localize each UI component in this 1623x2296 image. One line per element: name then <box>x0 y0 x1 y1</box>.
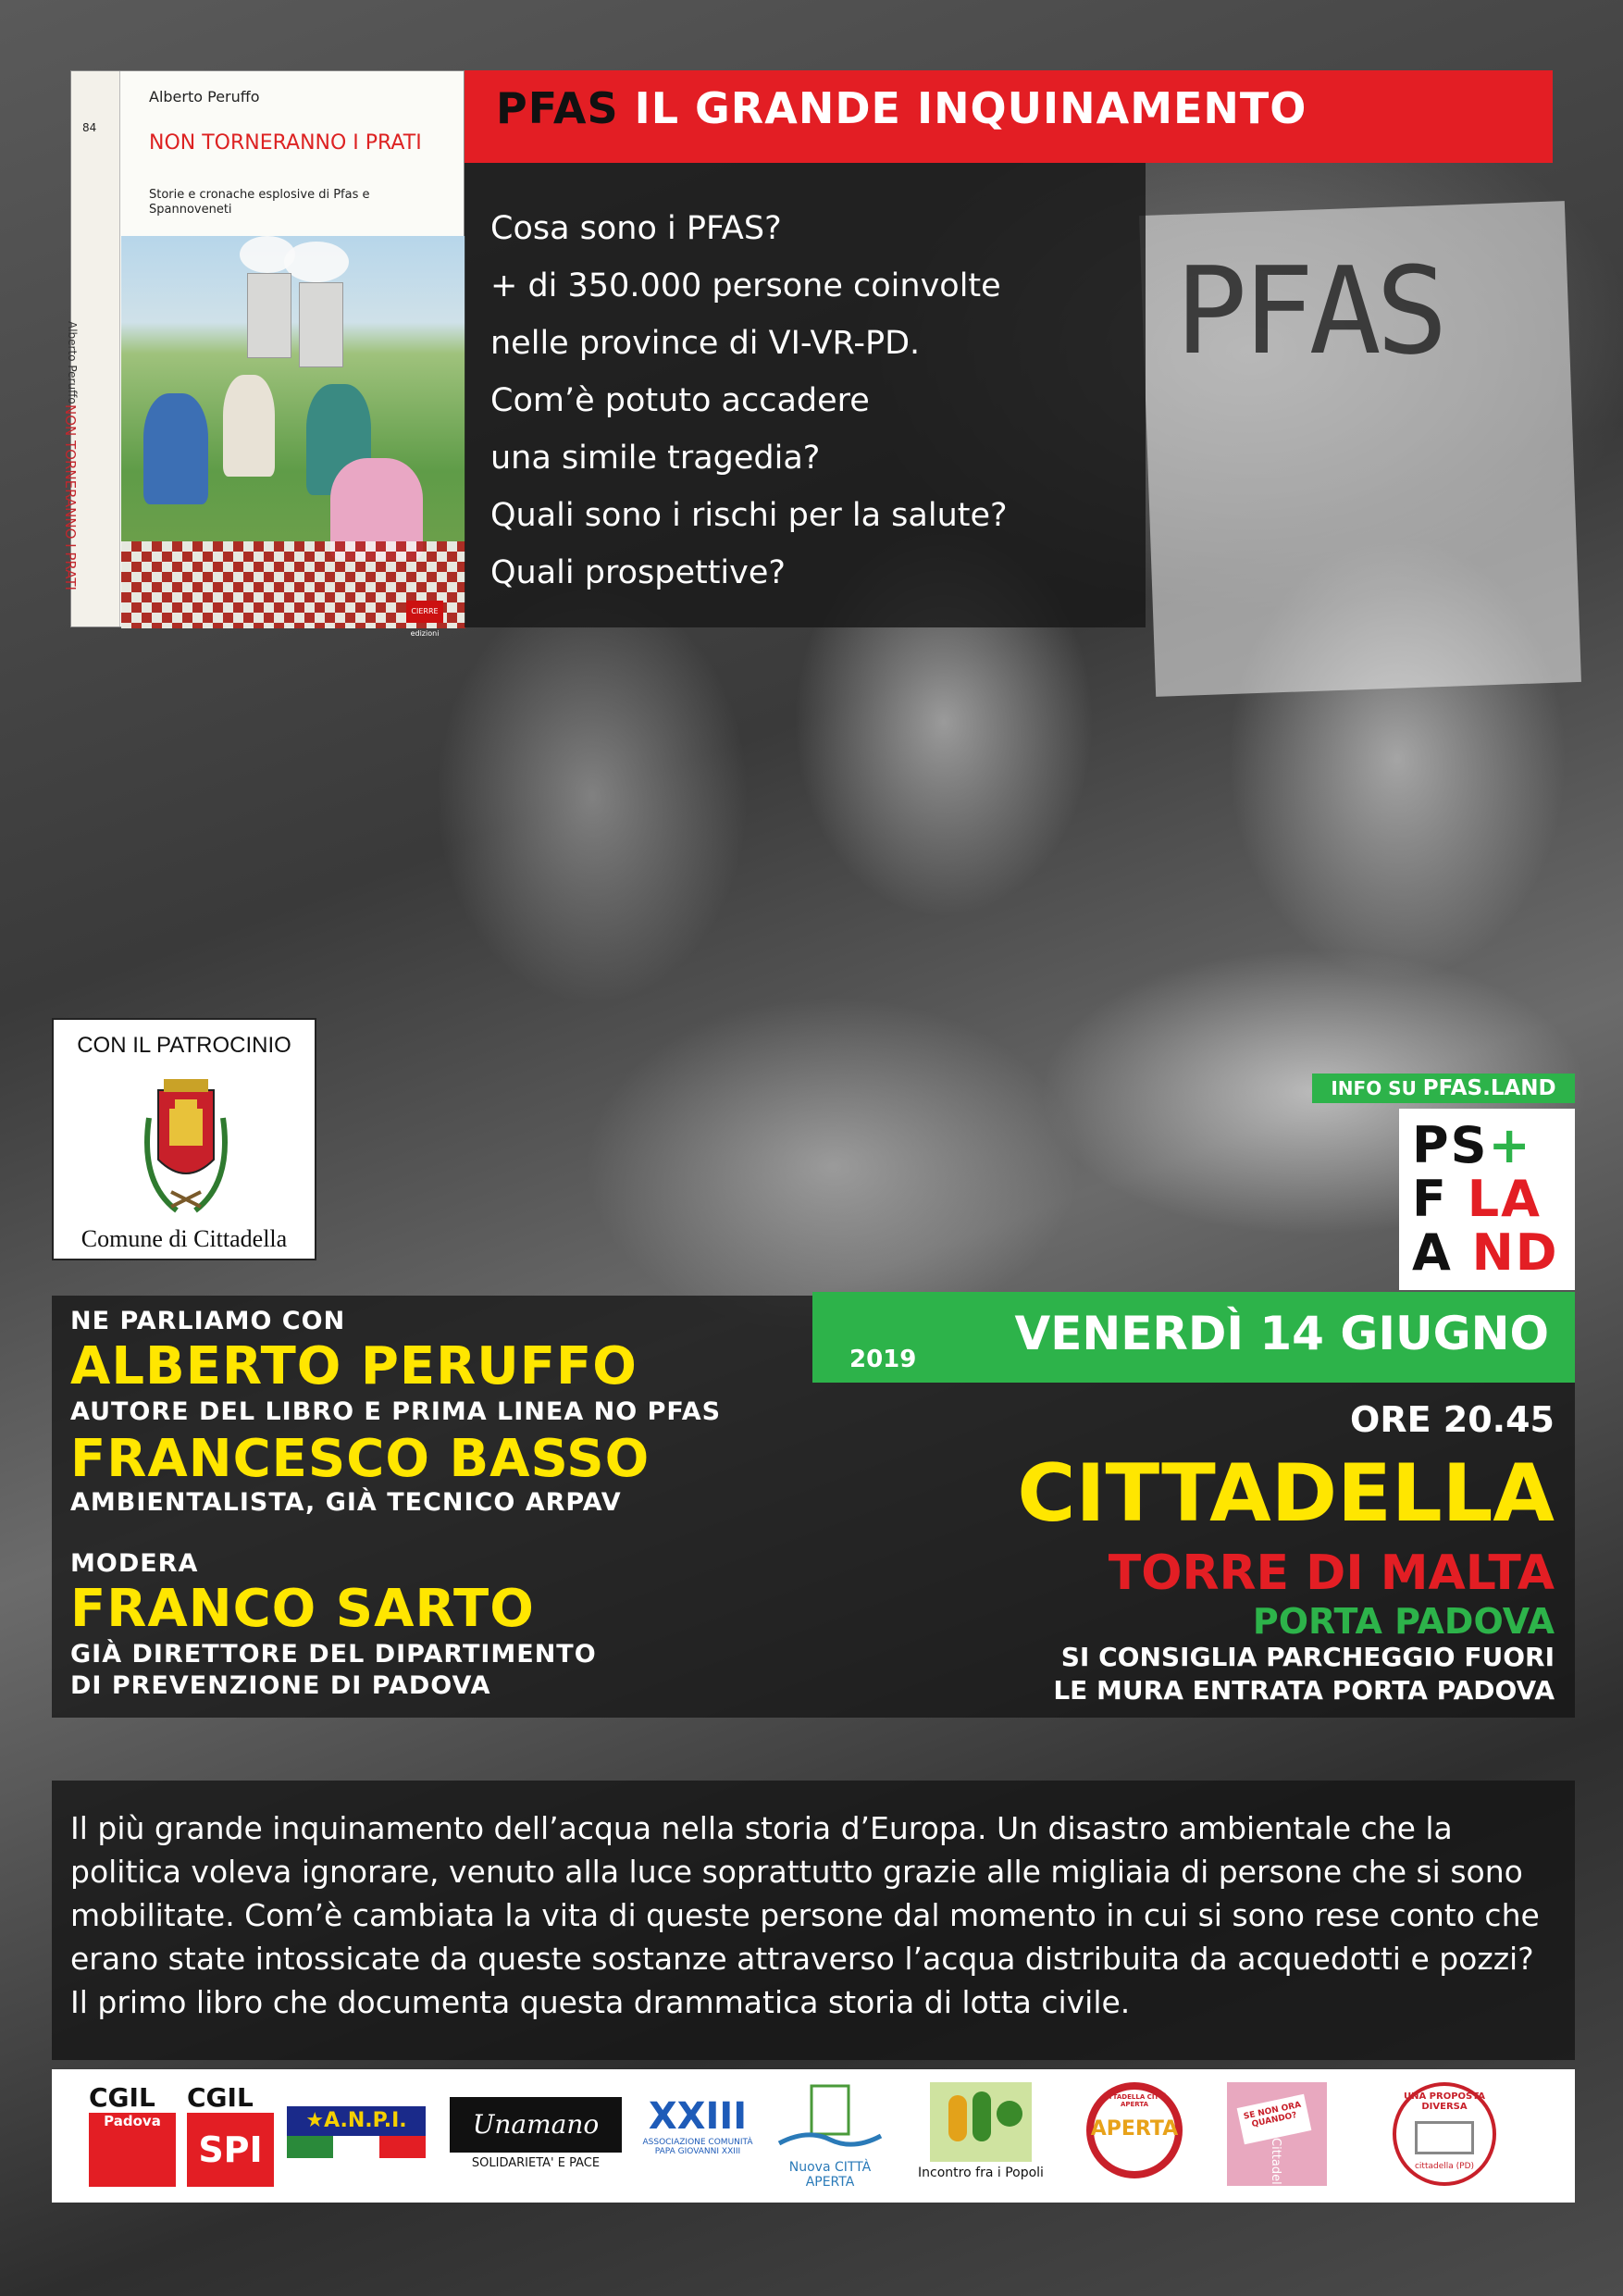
event-venue: TORRE DI MALTA <box>1108 1545 1555 1601</box>
unamano-sub: SOLIDARIETA' E PACE <box>471 2156 601 2170</box>
moderator-name: FRANCO SARTO <box>70 1579 535 1639</box>
anpi-logo <box>287 2106 426 2171</box>
coat-of-arms-icon <box>130 1072 242 1216</box>
cgil-spi-wordmark: CGIL <box>187 2082 254 2113</box>
picnic-figure <box>223 375 275 477</box>
pfasland-logo-row <box>1412 1116 1532 1174</box>
header-title-rest: IL GRANDE INQUINAMENTO <box>618 83 1307 133</box>
book-cover-illustration <box>121 236 465 628</box>
cittadella-citta-aperta-logo <box>1079 2082 1190 2190</box>
cgil-padova-logo <box>89 2082 176 2190</box>
questions-text <box>490 200 1138 602</box>
proposta-city: cittadella (PD) <box>1414 2162 1475 2171</box>
quando-card <box>1227 2082 1327 2196</box>
question-line: + di 350.000 persone coinvolte <box>490 267 1001 304</box>
event-city: CITTADELLA <box>1017 1447 1555 1540</box>
pfasland-logo-letters: F <box>1412 1170 1448 1228</box>
speaker2-role: AMBIENTALISTA, GIÀ TECNICO ARPAV <box>70 1488 622 1517</box>
pfasland-site: PFAS.LAND <box>1422 1076 1556 1100</box>
incontro-figures-icon <box>930 2082 1032 2162</box>
speakers-intro: NE PARLIAMO CON <box>70 1307 346 1335</box>
description-text: Il più grande inquinamento dell’acqua nella storia d’Europa. Un disastro ambientale che la politica voleva ignorare, venuto alla luce soprattutto grazie alle migliaia di persone che si sono mobilitate. Com’è cambiata la vita di queste persone dal momento in cui si sono rese conto che erano state intossicate da queste sostanze attraverso l’acqua distribuita da acquedotti e pozzi? Il primo libro che documenta questa drammatica storia di lotta civile. <box>70 1810 1540 2020</box>
event-time: ORE 20.45 <box>1350 1399 1555 1440</box>
moderator-label: MODERA <box>70 1549 199 1578</box>
moderator-role: GIÀ DIRETTORE DEL DIPARTIMENTO <box>70 1640 597 1669</box>
header-banner <box>465 70 1553 163</box>
unamano-logo <box>450 2097 622 2180</box>
speaker2-name: FRANCESCO BASSO <box>70 1429 650 1489</box>
speaker1-name: ALBERTO PERUFFO <box>70 1336 638 1396</box>
speakers-box <box>52 1296 882 1718</box>
pfasland-logo-row <box>1412 1223 1559 1282</box>
question-line: una simile tragedia? <box>490 440 821 477</box>
nuova-citta-aperta-logo <box>770 2082 890 2190</box>
pfasland-logo-row <box>1412 1170 1542 1228</box>
patronage-box <box>52 1018 316 1260</box>
nuova-citta-aperta-text: Nuova CITTÀ APERTA <box>788 2160 872 2190</box>
questions-box <box>465 163 1146 627</box>
book-author: Alberto Peruffo <box>149 88 260 105</box>
question-line: Cosa sono i PFAS? <box>490 210 782 247</box>
question-line: nelle province di VI-VR-PD. <box>490 325 921 362</box>
cgil-padova-wordmark: CGIL <box>89 2082 155 2113</box>
castle-wave-icon <box>770 2082 890 2156</box>
gear-ring-icon <box>1086 2082 1183 2178</box>
patronage-name: Comune di Cittadella <box>81 1225 288 1252</box>
sponsors-strip <box>52 2069 1575 2203</box>
event-date: VENERDÌ 14 GIUGNO <box>1014 1307 1549 1360</box>
speaker1-role: AUTORE DEL LIBRO E PRIMA LINEA NO PFAS <box>70 1397 722 1426</box>
question-line: Quali sono i rischi per la salute? <box>490 497 1008 534</box>
book-series-number: 84 <box>82 121 97 134</box>
anpi-wordmark: ★A.N.P.I. <box>287 2106 426 2136</box>
book-subtitle: Storie e cronache esplosive di Pfas e Spannoveneti <box>149 188 370 217</box>
proposta-circle <box>1393 2082 1496 2186</box>
aperta-ring-text: CITTADELLA CITTÀ APERTA <box>1100 2093 1169 2108</box>
incontro-text: Incontro fra i Popoli <box>918 2166 1044 2180</box>
book-cover <box>62 70 465 638</box>
cgil-spi-logo <box>187 2082 274 2190</box>
aperta-wordmark: APERTA <box>1090 2117 1179 2141</box>
anpi-flag <box>287 2136 426 2158</box>
apg23-wordmark: XXIII <box>648 2095 748 2138</box>
background-sign-text: PFAS <box>1175 241 1443 381</box>
pfasland-logo-letters: + <box>1488 1116 1532 1174</box>
book-spine <box>62 71 120 627</box>
event-year: 2019 <box>849 1346 917 1373</box>
cgil-padova-sub: Padova <box>89 2113 176 2187</box>
apg23-logo <box>640 2082 755 2190</box>
cooling-tower <box>247 273 291 358</box>
proposta-text: UNA PROPOSTA DIVERSA <box>1403 2091 1486 2112</box>
picnic-figure <box>143 393 208 504</box>
question-line: Com’è potuto accadere <box>490 382 870 419</box>
pfasland-info-tag <box>1312 1074 1575 1103</box>
header-title-pfas: PFAS <box>496 83 619 133</box>
moderator-role: DI PREVENZIONE DI PADOVA <box>70 1671 491 1700</box>
apg23-sub: ASSOCIAZIONE COMUNITÀ PAPA GIOVANNI XXIII <box>642 2138 753 2156</box>
book-spine-author: Alberto Peruffo <box>66 321 79 404</box>
event-date-bar <box>812 1292 1575 1383</box>
parking-note: SI CONSIGLIA PARCHEGGIO FUORI <box>1060 1642 1555 1672</box>
incontro-fra-i-popoli-logo <box>909 2082 1053 2190</box>
header-title <box>496 83 1307 133</box>
pfasland-logo-letters: PS <box>1412 1116 1489 1174</box>
cooling-tower <box>299 282 343 367</box>
book-spine-title: NON TORNERANNO I PRATI <box>62 404 79 590</box>
patronage-label: CON IL PATROCINIO <box>77 1033 291 1058</box>
quando-text: SE NON ORA QUANDO? <box>1237 2094 1312 2145</box>
una-proposta-diversa-logo <box>1384 2082 1505 2190</box>
people-icon <box>1415 2121 1474 2154</box>
pfasland-logo <box>1399 1109 1575 1290</box>
unamano-wordmark: Unamano <box>450 2097 622 2153</box>
cgil-spi-sub: SPI <box>187 2113 274 2187</box>
quando-city: Cittadella <box>1269 2138 1282 2196</box>
se-non-ora-quando-logo <box>1227 2082 1329 2196</box>
publisher-logo: CIERRE edizioni <box>406 601 443 623</box>
question-line: Quali prospettive? <box>490 554 786 591</box>
event-gate: PORTA PADOVA <box>1252 1601 1555 1642</box>
parking-note: LE MURA ENTRATA PORTA PADOVA <box>1053 1675 1555 1706</box>
pfasland-logo-letters: A <box>1412 1223 1453 1282</box>
pfasland-logo-letters: LA <box>1467 1170 1542 1228</box>
description-box <box>52 1781 1575 2060</box>
pfasland-info-label: INFO SU <box>1331 1077 1423 1099</box>
event-place-box <box>882 1383 1575 1718</box>
book-title: NON TORNERANNO I PRATI <box>149 131 422 155</box>
smoke-cloud <box>284 242 349 282</box>
pfasland-logo-letters: ND <box>1471 1223 1559 1282</box>
